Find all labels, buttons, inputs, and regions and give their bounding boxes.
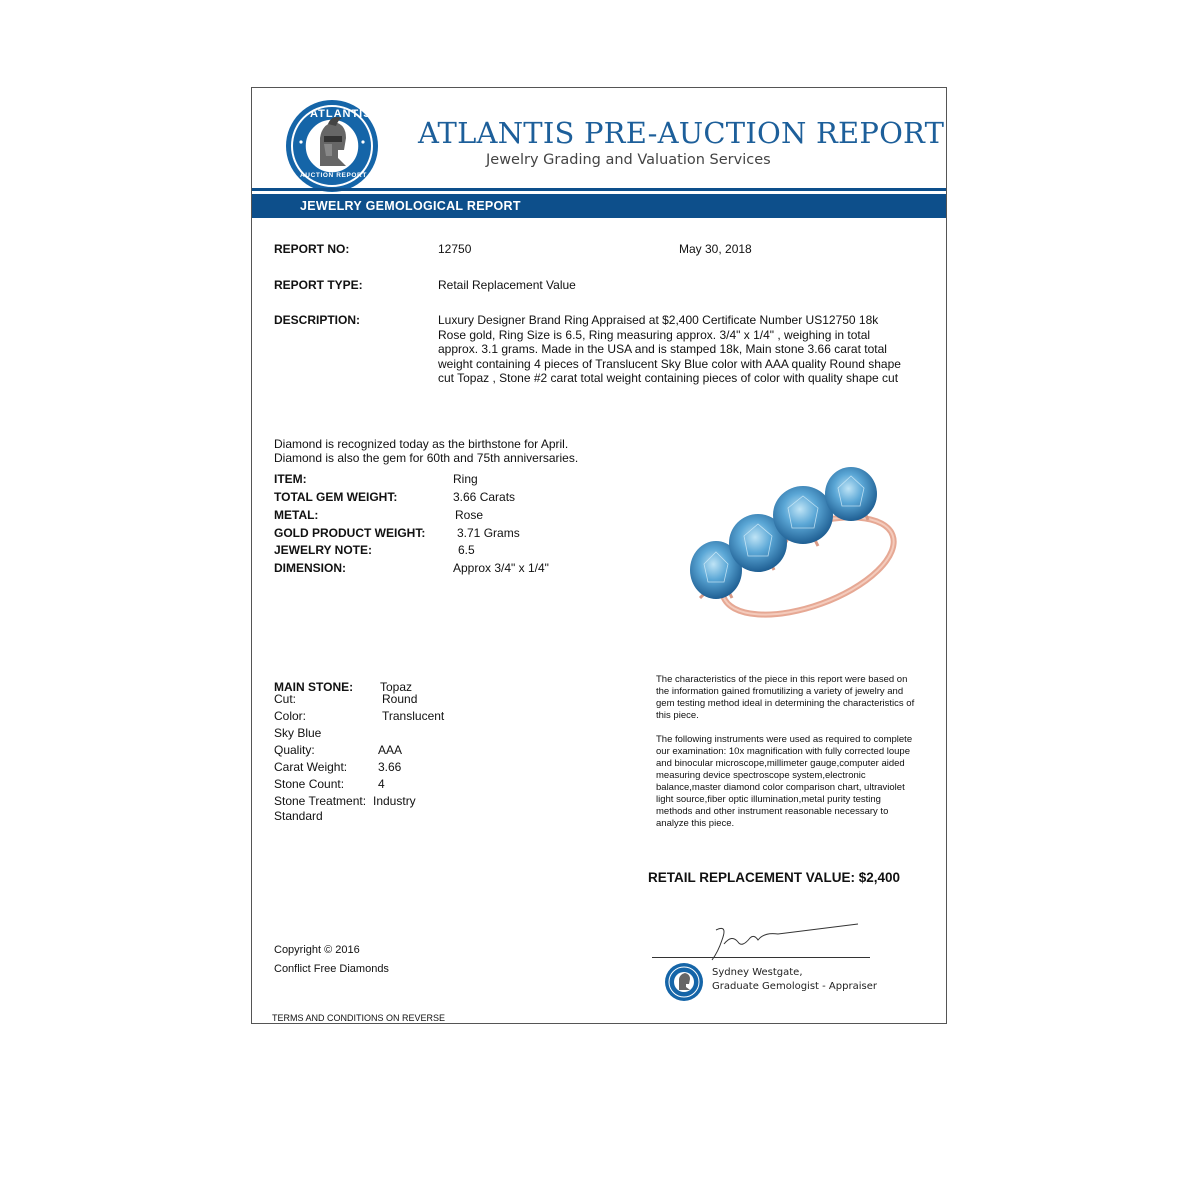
carat-weight-label: Carat Weight: bbox=[274, 760, 348, 774]
description-text: Luxury Designer Brand Ring Appraised at $2,400 Certificate Number US12750 18k Rose gold, Ring Size is 6.5, Ring measuring approx. 3/4" x 1/4" , weighing in total approx. 3.1 grams. Made in the USA and is stamped 18k, Main stone 3.66 carat total weight containing 4 pieces of Translucent Sky Blue color with AAA quality Round shape cut Topaz , Stone #2 carat total weight containing pieces of color with quality shape cut bbox=[438, 313, 901, 385]
signer-title: Graduate Gemologist - Appraiser bbox=[712, 981, 877, 992]
quality-label: Quality: bbox=[274, 743, 315, 757]
spec-value-gold-weight: 3.71 Grams bbox=[457, 526, 520, 540]
color-label: Color: bbox=[274, 709, 307, 723]
banner-divider bbox=[252, 188, 946, 191]
report-type-value: Retail Replacement Value bbox=[438, 278, 576, 292]
treatment-label: Stone Treatment: bbox=[274, 794, 367, 808]
carat-weight-value: 3.66 bbox=[378, 760, 402, 774]
quality-value: AAA bbox=[378, 743, 403, 757]
report-no-label: REPORT NO: bbox=[274, 242, 350, 256]
signature-line bbox=[652, 957, 870, 958]
conflict-free-text: Conflict Free Diamonds bbox=[274, 963, 389, 975]
report-date: May 30, 2018 bbox=[679, 242, 752, 256]
banner-text: JEWELRY GEMOLOGICAL REPORT bbox=[300, 199, 521, 213]
report-page bbox=[251, 87, 947, 1024]
notes-paragraph-1: The characteristics of the piece in this report were based on the information gained fromutilizing a variety of jewelry and gem testing method ideal in determining the characteristics of this piece. bbox=[656, 674, 915, 721]
report-no-value: 12750 bbox=[438, 242, 472, 256]
spec-label-metal: METAL: bbox=[274, 508, 319, 522]
report-subtitle: Jewelry Grading and Valuation Services bbox=[486, 152, 771, 168]
spec-label-jewelry-note: JEWELRY NOTE: bbox=[274, 543, 373, 557]
spec-value-dimension: Approx 3/4" x 1/4" bbox=[453, 561, 549, 575]
birthstone-note bbox=[274, 437, 578, 465]
description-label: DESCRIPTION: bbox=[274, 313, 361, 327]
treatment-value: Industry bbox=[373, 794, 416, 808]
atlantis-seal-icon bbox=[664, 962, 704, 1002]
stone-count-label: Stone Count: bbox=[274, 777, 345, 791]
report-banner bbox=[252, 194, 946, 218]
report-title: ATLANTIS PRE-AUCTION REPORT bbox=[418, 116, 945, 150]
main-stone-value: Topaz bbox=[380, 680, 413, 694]
terms-text: TERMS AND CONDITIONS ON REVERSE bbox=[272, 1013, 446, 1023]
ring-photo bbox=[688, 448, 898, 628]
examination-notes bbox=[656, 674, 918, 842]
spec-value-gem-weight: 3.66 Carats bbox=[453, 490, 516, 504]
spec-label-dimension: DIMENSION: bbox=[274, 561, 346, 575]
cut-value: Round bbox=[382, 692, 418, 706]
stone-count-value: 4 bbox=[378, 777, 385, 791]
copyright-block bbox=[274, 941, 389, 979]
color-value-2: Sky Blue bbox=[274, 726, 322, 740]
spec-value-item: Ring bbox=[453, 472, 478, 486]
signer-name: Sydney Westgate, bbox=[712, 967, 803, 978]
spec-label-item: ITEM: bbox=[274, 472, 307, 486]
logo-text: ATLANTIS bbox=[310, 108, 372, 120]
cut-label: Cut: bbox=[274, 692, 297, 706]
notes-paragraph-2: The following instruments were used as required to complete our examination: 10x magnification with fully corrected loupe and binocular microscope,millimeter gauge,computer aided measuring device spectroscope system,electronic balance,master diamond color comparison chart, ultraviolet light source,fiber optic illumination,metal purity testing methods and other instrument reasonable necessary to analyze this piece. bbox=[656, 734, 913, 829]
spec-label-gem-weight: TOTAL GEM WEIGHT: bbox=[274, 490, 398, 504]
spec-value-metal: Rose bbox=[455, 508, 484, 522]
report-type-label: REPORT TYPE: bbox=[274, 278, 363, 292]
copyright-text: Copyright © 2016 bbox=[274, 944, 360, 956]
spec-label-gold-weight: GOLD PRODUCT WEIGHT: bbox=[274, 526, 426, 540]
treatment-value-2: Standard bbox=[274, 809, 323, 823]
logo-bottom-text: AUCTION REPORT bbox=[300, 172, 367, 179]
retail-value: RETAIL REPLACEMENT VALUE: $2,400 bbox=[648, 870, 901, 885]
birthstone-line-1: Diamond is recognized today as the birthstone for April. bbox=[274, 437, 569, 451]
birthstone-line-2: Diamond is also the gem for 60th and 75th anniversaries. bbox=[274, 451, 579, 465]
signer-block bbox=[712, 966, 877, 994]
color-value: Translucent bbox=[382, 709, 445, 723]
spec-value-jewelry-note: 6.5 bbox=[458, 543, 475, 557]
main-stone-label: MAIN STONE: bbox=[274, 680, 354, 694]
